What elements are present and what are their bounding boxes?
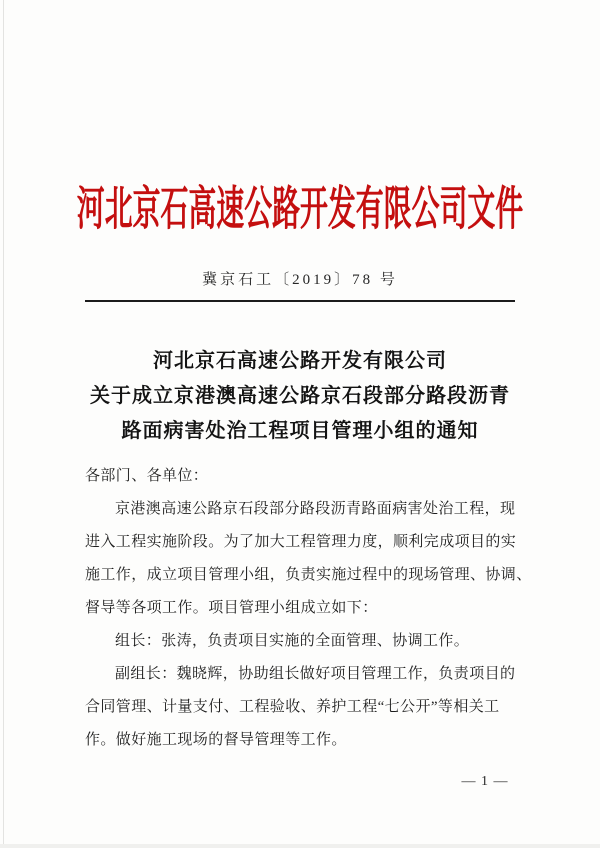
document-title (0, 344, 600, 449)
body-line: 督导等各项工作。项目管理小组成立如下： (85, 600, 378, 616)
body-line: 进入工程实施阶段。为了加大工程管理力度，顺利完成项目的实 (85, 534, 517, 550)
scan-edge-artifact-bottom (0, 844, 600, 848)
body-line: 京港澳高速公路京石段部分路段沥青路面病害处治工程，现 (115, 501, 516, 517)
page-number: — 1 — (461, 774, 509, 789)
document-number: 冀京石工〔2019〕78 号 (202, 272, 398, 288)
document-title-line: 关于成立京港澳高速公路京石段部分路段沥青 (90, 385, 510, 407)
body-line: 合同管理、计量支付、工程验收、养护工程“七公开”等相关工 (85, 699, 500, 715)
salutation: 各部门、各单位： (85, 468, 209, 484)
document-title-line: 路面病害处治工程项目管理小组的通知 (121, 420, 479, 442)
body-line: 副组长：魏晓辉，协助组长做好项目管理工作，负责项目的 (115, 666, 516, 682)
document-title-line: 河北京石高速公路开发有限公司 (153, 350, 447, 372)
body-line: 作。做好施工现场的督导管理等工作。 (85, 732, 347, 748)
body-line: 施工作，成立项目管理小组，负责实施过程中的现场管理、协调、 (85, 567, 532, 583)
body-lines (85, 493, 532, 757)
document-header-title: 河北京石高速公路开发有限公司文件 (76, 183, 524, 236)
body-line: 组长：张涛，负责项目实施的全面管理、协调工作。 (115, 633, 470, 649)
header-separator-line (85, 300, 515, 302)
document-body (85, 460, 532, 757)
